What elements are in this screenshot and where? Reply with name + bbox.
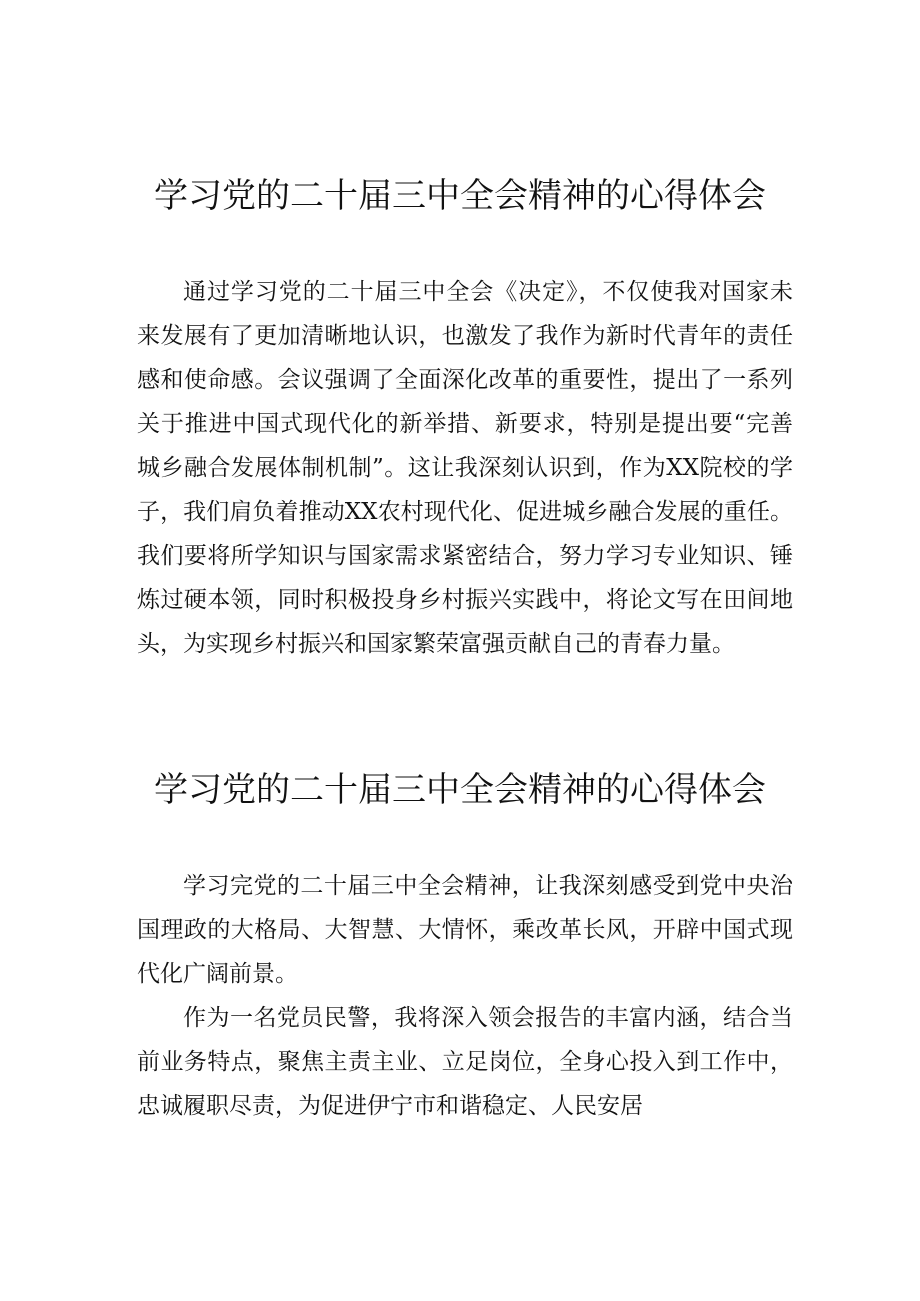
article-2-title: 学习党的二十届三中全会精神的心得体会 bbox=[154, 770, 766, 810]
text-line: 子，我们肩负着推动XX农村现代化、促进城乡融合发展的重任。 bbox=[137, 499, 793, 525]
article-1-title: 学习党的二十届三中全会精神的心得体会 bbox=[154, 176, 766, 216]
article-2-paragraph-1 bbox=[137, 864, 793, 996]
text-line: 城乡融合发展体制机制”。这让我深刻认识到，作为XX院校的学 bbox=[137, 455, 793, 481]
text-line: 国理政的大格局、大智慧、大情怀，乘改革长风，开辟中国式现 bbox=[137, 917, 793, 943]
article-1-body bbox=[137, 270, 793, 666]
article-2-body bbox=[137, 864, 793, 1128]
text-line: 通过学习党的二十届三中全会《决定》，不仅使我对国家未 bbox=[183, 279, 793, 305]
text-line: 作为一名党员民警，我将深入领会报告的丰富内涵，结合当 bbox=[183, 1005, 793, 1031]
text-line: 忠诚履职尽责，为促进伊宁市和谐稳定、人民安居 bbox=[137, 1093, 643, 1119]
article-2-paragraph-2 bbox=[137, 996, 793, 1128]
article-1-paragraph-1 bbox=[137, 270, 793, 666]
text-line: 学习完党的二十届三中全会精神，让我深刻感受到党中央治 bbox=[183, 873, 793, 899]
text-line: 代化广阔前景。 bbox=[137, 961, 298, 987]
text-line: 炼过硬本领，同时积极投身乡村振兴实践中，将论文写在田间地 bbox=[137, 587, 793, 613]
text-line: 感和使命感。会议强调了全面深化改革的重要性，提出了一系列 bbox=[137, 367, 793, 393]
text-line: 关于推进中国式现代化的新举措、新要求，特别是提出要“完善 bbox=[137, 411, 793, 437]
text-line: 头，为实现乡村振兴和国家繁荣富强贡献自己的青春力量。 bbox=[137, 631, 735, 657]
text-line: 前业务特点，聚焦主责主业、立足岗位，全身心投入到工作中， bbox=[137, 1049, 793, 1075]
text-line: 我们要将所学知识与国家需求紧密结合，努力学习专业知识、锤 bbox=[137, 543, 793, 569]
text-line: 来发展有了更加清晰地认识，也激发了我作为新时代青年的责任 bbox=[137, 323, 793, 349]
